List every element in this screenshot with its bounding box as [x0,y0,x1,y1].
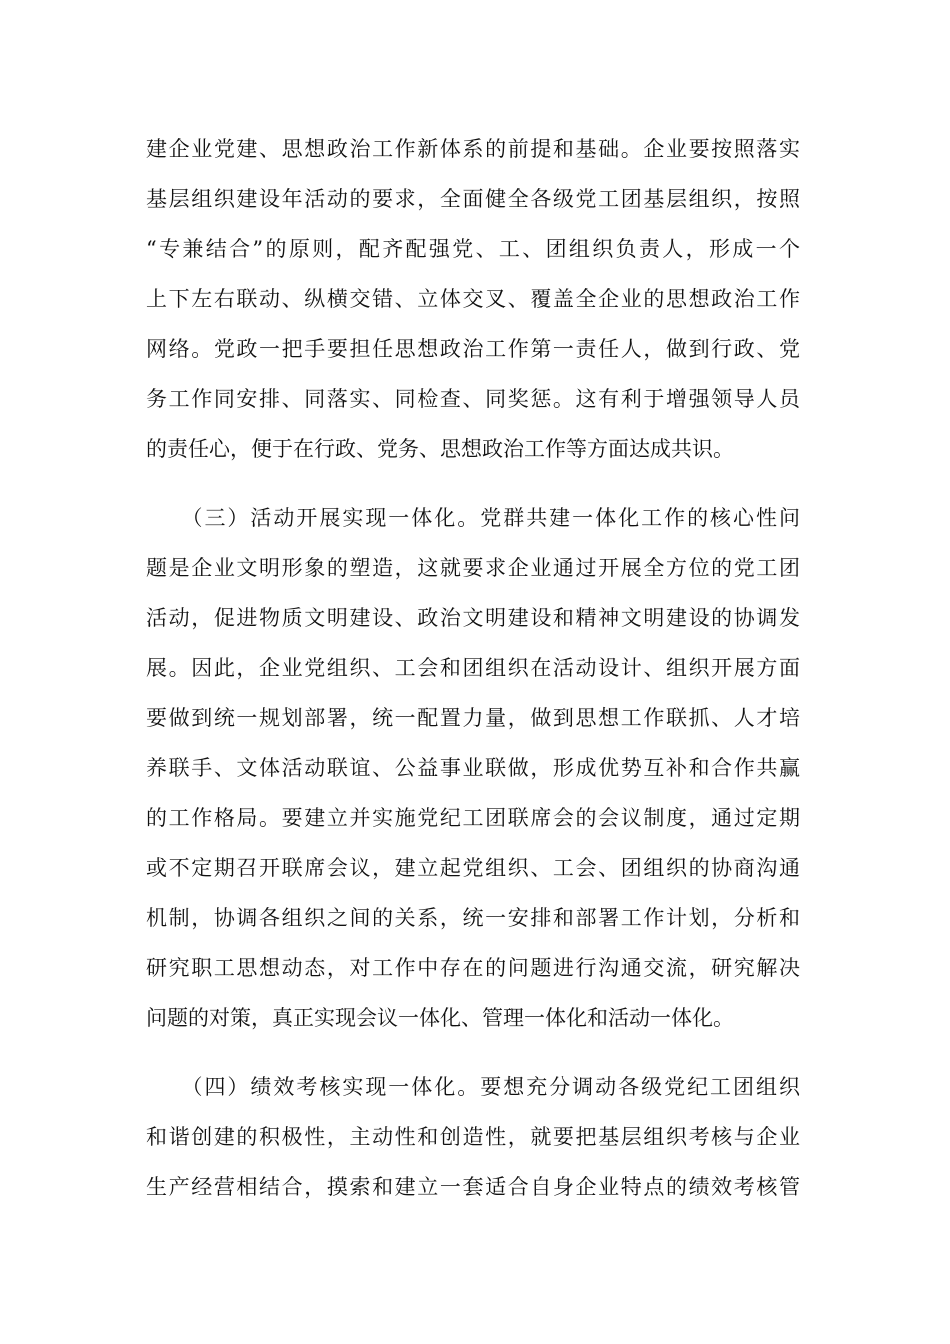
text-line: 活动，促进物质文明建设、政治文明建设和精神文明建设的协调发 [146,606,800,630]
text-line: 研究职工思想动态，对工作中存在的问题进行沟通交流，研究解决 [146,956,800,980]
text-line: 的工作格局。要建立并实施党纪工团联席会的会议制度，通过定期 [146,806,800,830]
text-line: 和谐创建的积极性，主动性和创造性，就要把基层组织考核与企业 [146,1125,800,1149]
text-line: 问题的对策，真正实现会议一体化、管理一体化和活动一体化。 [146,1006,734,1030]
text-line: 务工作同安排、同落实、同检查、同奖惩。这有利于增强领导人员 [146,387,800,411]
paragraph-1 [146,124,800,474]
text-line: 生产经营相结合，摸索和建立一套适合自身企业特点的绩效考核管 [146,1175,800,1199]
text-line: 建企业党建、思想政治工作新体系的前提和基础。企业要按照落实 [146,137,800,161]
paragraph-3 [146,1062,800,1212]
text-line: 或不定期召开联席会议，建立起党组织、工会、团组织的协商沟通 [146,856,800,880]
text-line: 的责任心，便于在行政、党务、思想政治工作等方面达成共识。 [146,437,734,461]
text-line: 要做到统一规划部署，统一配置力量，做到思想工作联抓、人才培 [146,706,800,730]
text-line: 题是企业文明形象的塑造，这就要求企业通过开展全方位的党工团 [146,556,800,580]
text-line: “专兼结合”的原则，配齐配强党、工、团组织负责人，形成一个 [146,237,800,261]
text-line: 网络。党政一把手要担任思想政治工作第一责任人，做到行政、党 [146,337,800,361]
text-line: （三）活动开展实现一体化。党群共建一体化工作的核心性问 [146,506,800,530]
text-line: （四）绩效考核实现一体化。要想充分调动各级党纪工团组织 [146,1075,800,1099]
text-line: 上下左右联动、纵横交错、立体交叉、覆盖全企业的思想政治工作 [146,287,800,311]
text-line: 基层组织建设年活动的要求，全面健全各级党工团基层组织，按照 [146,187,800,211]
text-line: 养联手、文体活动联谊、公益事业联做，形成优势互补和合作共赢 [146,756,800,780]
paragraph-2 [146,493,800,1043]
text-line: 机制，协调各组织之间的关系，统一安排和部署工作计划，分析和 [146,906,800,930]
paragraph-spacer [146,474,800,493]
paragraph-spacer [146,1043,800,1062]
text-line: 展。因此，企业党组织、工会和团组织在活动设计、组织开展方面 [146,656,800,680]
document-body [146,124,800,1212]
